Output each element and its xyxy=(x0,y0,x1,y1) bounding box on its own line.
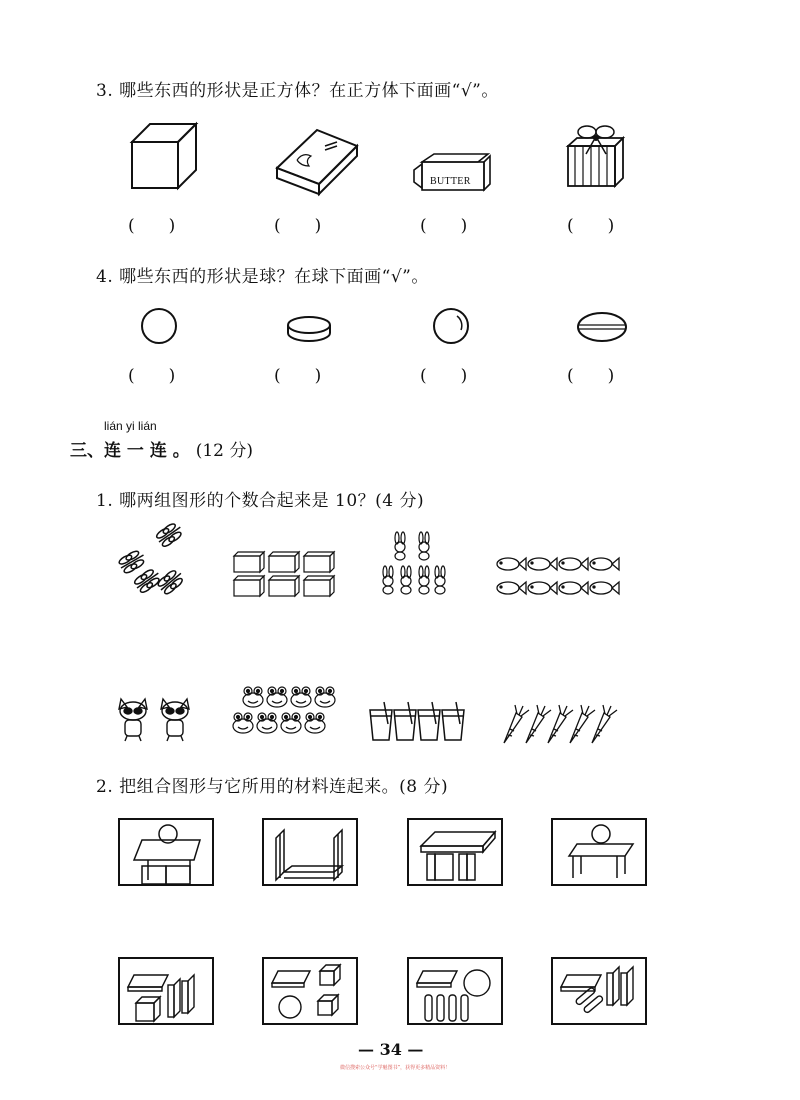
q4-answer-blank-1[interactable]: ( ) xyxy=(128,366,176,386)
material-set-4[interactable] xyxy=(551,957,647,1025)
flat-box-image xyxy=(275,128,360,198)
q3-answer-blank-3[interactable]: ( ) xyxy=(420,216,468,236)
composite-figure-3[interactable] xyxy=(407,818,503,886)
coin-image xyxy=(285,315,335,345)
glass-ball-image xyxy=(432,307,472,347)
macaron-image xyxy=(575,310,630,346)
q3-title: 3. 哪些东西的形状是正方体？在正方体下面画“√”。 xyxy=(96,81,499,101)
cups-group xyxy=(368,700,468,742)
section3-title: 三、连 一 连 。 xyxy=(70,441,190,461)
material-set-1[interactable] xyxy=(118,957,214,1025)
footer-note: 微信搜索公众号“学魁图书”，获得更多精品资料！ xyxy=(340,1065,451,1071)
s3q2-title: 2. 把组合图形与它所用的材料连起来。(8 分) xyxy=(96,777,449,797)
s3q1-title: 1. 哪两组图形的个数合起来是 10？(4 分) xyxy=(96,491,425,511)
q3-answer-blank-4[interactable]: ( ) xyxy=(567,216,615,236)
q4-title: 4. 哪些东西的形状是球？在球下面画“√”。 xyxy=(96,267,429,287)
composite-figure-1[interactable] xyxy=(118,818,214,886)
fish-group xyxy=(494,555,619,601)
dragonflies-group xyxy=(115,538,195,598)
q4-answer-blank-4[interactable]: ( ) xyxy=(567,366,615,386)
frogs-group xyxy=(232,685,337,743)
material-set-2[interactable] xyxy=(262,957,358,1025)
section3-heading xyxy=(70,436,253,461)
section3-pinyin: lián yi lián xyxy=(104,419,157,433)
rabbits-group xyxy=(380,530,450,600)
q3-answer-blank-1[interactable]: ( ) xyxy=(128,216,176,236)
composite-figure-4[interactable] xyxy=(551,818,647,886)
material-set-3[interactable] xyxy=(407,957,503,1025)
boxes-group xyxy=(232,548,337,600)
carrots-group xyxy=(498,695,618,745)
ball-image xyxy=(140,307,180,347)
q4-answer-blank-2[interactable]: ( ) xyxy=(274,366,322,386)
section3-points: (12 分) xyxy=(195,441,253,461)
q3-answer-blank-2[interactable]: ( ) xyxy=(274,216,322,236)
gift-box-image xyxy=(565,122,625,192)
page-number: — 34 — xyxy=(358,1040,424,1059)
butter-image xyxy=(412,152,492,194)
composite-figure-2[interactable] xyxy=(262,818,358,886)
cube-image xyxy=(130,122,200,192)
raccoons-group xyxy=(115,695,195,745)
q4-answer-blank-3[interactable]: ( ) xyxy=(420,366,468,386)
butter-label: BUTTER xyxy=(430,176,471,187)
